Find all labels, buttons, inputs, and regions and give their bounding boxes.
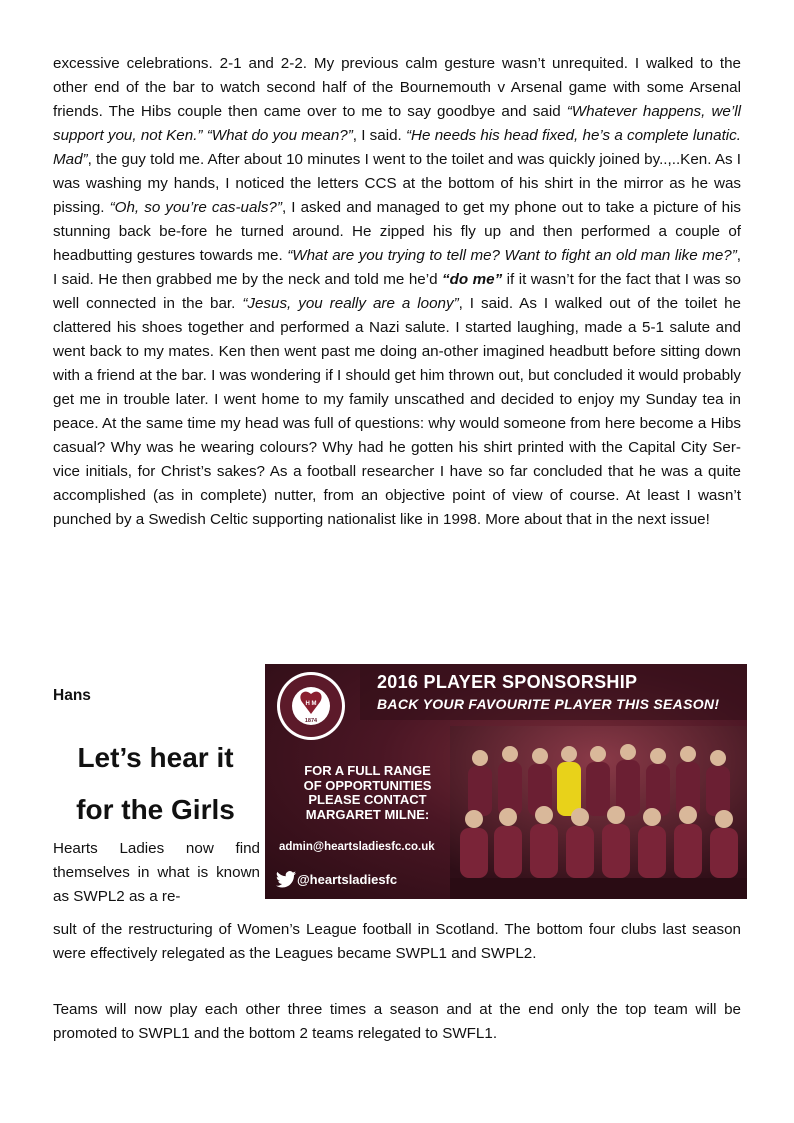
svg-text:H M: H M [305, 701, 317, 707]
contact-block [285, 764, 450, 822]
contact-line: PLEASE CONTACT [308, 792, 427, 807]
section-paragraph-2: Teams will now play each other three times a season and at the end only the top team will be promoted to SWPL1 and the bottom 2 teams relegated to SWFL1. [53, 1001, 741, 1042]
article-paragraph-1 [53, 52, 741, 532]
twitter-handle: @heartsladiesfc [297, 872, 398, 887]
ad-subheadline: BACK YOUR FAVOURITE PLAYER THIS SEASON! [377, 696, 720, 712]
quote: “Whatever happens, we’ll support you, not Ken.” “What do you mean?” [53, 103, 741, 144]
twitter-bird-icon [275, 870, 297, 890]
quote: “Jesus, you really are a loony” [242, 295, 459, 312]
section-heading [48, 732, 263, 836]
quote: “Oh, so you’re cas-uals?” [109, 199, 282, 216]
heading-line: for the Girls [76, 794, 235, 825]
sponsorship-advert [265, 664, 747, 899]
club-crest-logo [275, 670, 347, 742]
text-run: , I asked and managed to get my phone out to take a picture of his stunning back be-fore he turned around. He zipped his fly up and then performed a couple of headbutting gestures towards me. [53, 199, 741, 264]
text-run: , I said. [352, 127, 406, 144]
contact-line: MARGARET MILNE: [305, 806, 430, 822]
section-intro: Hearts Ladies now find themselves in what is known as SWPL2 as a re- [53, 840, 260, 905]
ad-headline: 2016 PLAYER SPONSORSHIP [377, 672, 638, 692]
team-photo [450, 726, 747, 899]
text-run: , I said. As I walked out of the toilet he clattered his shoes together and performed a Nazi salute. I started laughing, made a 5-1 salute and went back to my mates. Ken then went past me doing an-other imagined headbutt before sitting down with a friend at the bar. I was wondering if I should get him thrown out, but concluded it would probably get me in trouble later. I went home to my family unscathed and decided to enjoy my Sunday tea in peace. At the same time my head was full of questions: why would someone from here become a Hibs casual? Why was he wearing colours? Why had he gotten his shirt printed with the Capital City Ser-vice initials, for Christ’s sakes? As a football researcher I have so far concluded that he was a quite accomplished (as in complete) nutter, from an objective point of view of course. At least I wasn’t punched by a Swedish Celtic supporting nationalist like in 1998. More about that in the next issue! [53, 295, 741, 528]
heading-line: Let’s hear it [77, 742, 234, 773]
text-run: if it wasn’t for the fact that I was so well connected in the bar. [53, 271, 741, 312]
contact-line: OF OPPORTUNITIES [303, 777, 432, 793]
quote: “He needs his head fixed, he’s a complete lunatic. Mad” [53, 127, 741, 168]
section-paragraph-1: sult of the restructuring of Women’s League football in Scotland. The bottom four clubs last season were effectively relegated as the Leagues became SWPL1 and SWPL2. [53, 921, 741, 962]
contact-line: FOR A FULL RANGE [304, 763, 431, 778]
crest-year: 1874 [304, 718, 318, 724]
author-signoff: Hans [53, 687, 91, 704]
contact-email: admin@heartsladiesfc.co.uk [279, 841, 435, 853]
quote-emphasis: “do me” [442, 271, 503, 288]
text-run: , I said. He then grabbed me by the neck and told me he’d [53, 247, 742, 288]
text-run: , the guy told me. After about 10 minutes I went to the toilet and was quickly joined by..,..Ken. As I was washing my hands, I noticed the letters CCS at the bottom of his shirt in the mirror as he was pissing. [53, 151, 741, 216]
text-run: excessive celebrations. 2-1 and 2-2. My previous calm gesture wasn’t unrequited. I walked to the other end of the bar to watch second half of the Bournemouth v Arsenal game with some Arsenal friends. The Hibs couple then came over to me to say goodbye and said [53, 55, 741, 120]
quote: “What are you trying to tell me? Want to fight an old man like me?” [287, 247, 737, 264]
